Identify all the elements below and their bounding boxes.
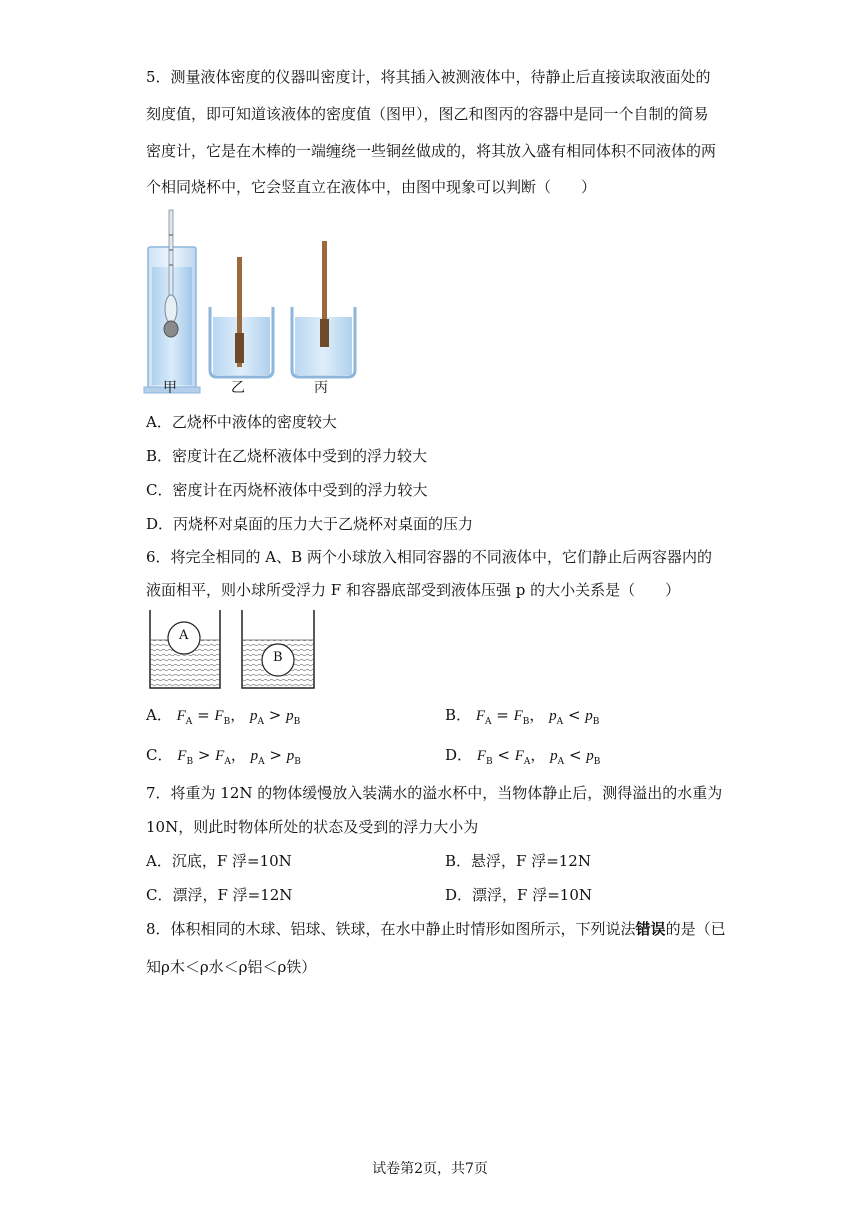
ball-label-a: A (179, 628, 189, 643)
q6-option-c: C． $F_B > F_A$， $p_A > p_B$ (146, 746, 301, 767)
fig-label-yi: 乙 (231, 380, 245, 396)
q6-figure-containers (144, 608, 324, 694)
q6-line-2: 液面相平，则小球所受浮力 F 和容器底部受到液体压强 p 的大小关系是（ ） (146, 581, 681, 599)
q7-option-b: B．悬浮，F 浮=12N (445, 852, 591, 870)
container-a (150, 610, 220, 688)
fig-label-bing: 丙 (314, 380, 328, 396)
page-footer: 试卷第2页，共7页 (372, 1161, 488, 1177)
q5-option-b: B．密度计在乙烧杯液体中受到的浮力较大 (146, 447, 428, 465)
container-b (242, 610, 314, 688)
q5-line-2: 刻度值，即可知道该液体的密度值（图甲），图乙和图丙的容器中是同一个自制的简易 (146, 105, 709, 123)
q6-option-b: B． $F_A = F_B$， $p_A < p_B$ (445, 706, 600, 727)
q8-line-2: 知ρ木＜ρ水＜ρ铝＜ρ铁） (146, 958, 317, 976)
q5-line-4: 个相同烧杯中，它会竖直立在液体中，由图中现象可以判断（ ） (146, 178, 597, 196)
q7-option-d: D．漂浮，F 浮=10N (445, 886, 592, 904)
q7-option-c: C．漂浮，F 浮=12N (146, 886, 293, 904)
q6-option-d: D． $F_B < F_A$， $p_A < p_B$ (445, 746, 601, 767)
option-letter: D． (445, 746, 473, 764)
fig-label-jia: 甲 (163, 380, 177, 396)
q7-option-a: A．沉底，F 浮=10N (146, 852, 292, 870)
option-letter: C． (146, 746, 173, 764)
q5-option-d: D．丙烧杯对桌面的压力大于乙烧杯对桌面的压力 (146, 515, 474, 533)
q5-line-3: 密度计，它是在木棒的一端缠绕一些铜丝做成的，将其放入盛有相同体积不同液体的两 (146, 142, 717, 160)
ball-label-b: B (273, 650, 283, 665)
q5-figure-hydrometers (140, 205, 370, 400)
q7-line-1: 7．将重为 12N 的物体缓慢放入装满水的溢水杯中，当物体静止后，测得溢出的水重为 (146, 784, 723, 802)
q5-option-c: C．密度计在丙烧杯液体中受到的浮力较大 (146, 481, 428, 499)
q6-line-1: 6．将完全相同的 A、B 两个小球放入相同容器的不同液体中，它们静止后两容器内的 (146, 548, 712, 566)
beaker-bing (292, 241, 355, 377)
cylinder-jia (144, 210, 200, 393)
beaker-yi (210, 257, 273, 377)
option-letter: B． (445, 706, 472, 724)
q7-line-2: 10N，则此时物体所处的状态及受到的浮力大小为 (146, 818, 479, 836)
q8-line-1 (146, 918, 726, 939)
q5-option-a: A．乙烧杯中液体的密度较大 (146, 413, 337, 431)
q8-emphasis: 错误 (635, 920, 666, 938)
q8-line-1-tail: 的是（已 (665, 920, 726, 938)
option-letter: A． (146, 706, 172, 724)
q5-line-1: 5．测量液体密度的仪器叫密度计，将其插入被测液体中，待静止后直接读取液面处的 (146, 68, 711, 86)
q8-line-1-text: 8．体积相同的木球、铝球、铁球，在水中静止时情形如图所示，下列说法 (146, 920, 636, 938)
q6-option-a: A． $F_A = F_B$， $p_A > p_B$ (146, 706, 301, 727)
